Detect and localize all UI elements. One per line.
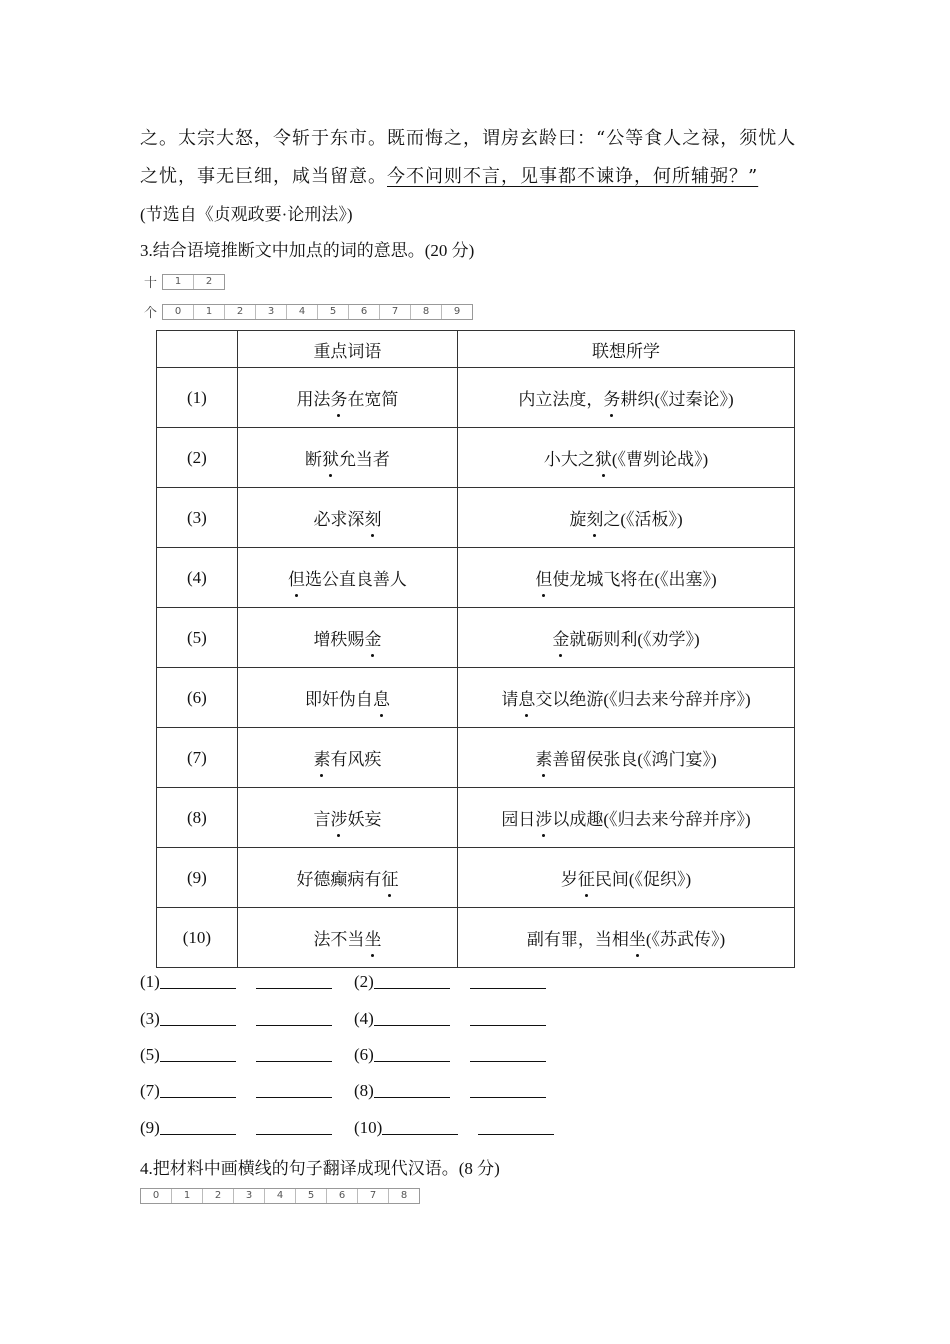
row-number: (8): [157, 788, 238, 848]
score-tens-box[interactable]: 2: [205, 275, 213, 287]
row-number: (7): [157, 728, 238, 788]
score-q4-box[interactable]: 3: [234, 1189, 265, 1203]
cell-text: 善留侯张良(《鸿门宴》): [552, 750, 717, 769]
dotted-character: 息: [372, 690, 390, 709]
table-row: [157, 488, 795, 548]
answer-number: (4): [354, 1009, 374, 1028]
related-cell: [458, 548, 795, 608]
key-word-cell: [237, 728, 457, 788]
row-number: (2): [157, 428, 238, 488]
answer-blank[interactable]: [478, 1118, 554, 1135]
key-word-cell: [237, 488, 457, 548]
score-ones-box[interactable]: 5: [318, 305, 349, 319]
cell-text: 在宽简: [347, 390, 399, 409]
answer-blank[interactable]: [256, 1118, 332, 1135]
vocabulary-table: [156, 330, 795, 968]
cell-text: 法不当: [313, 930, 365, 949]
answer-line: [140, 972, 374, 992]
dotted-character: 金: [552, 630, 570, 649]
cell-text: 副有罪，当相: [526, 930, 629, 949]
answer-blank[interactable]: [256, 1009, 332, 1026]
dotted-character: 但: [535, 570, 553, 589]
row-number: (6): [157, 668, 238, 728]
table-row: [157, 548, 795, 608]
key-word-cell: [237, 848, 457, 908]
cell-text: 增秩赐: [313, 630, 365, 649]
header-cell-related: 联想所学: [458, 331, 795, 368]
score-q4-box[interactable]: 1: [172, 1189, 203, 1203]
row-number: (10): [157, 908, 238, 968]
score-ones-label: 个: [144, 306, 158, 321]
table-row: [157, 908, 795, 968]
answer-blank[interactable]: [470, 1009, 546, 1026]
cell-text: 就砺则利(《劝学》): [569, 630, 700, 649]
answer-blank[interactable]: [160, 1118, 236, 1135]
cell-text: 言: [313, 810, 331, 829]
score-ones-box[interactable]: 7: [380, 305, 411, 319]
answer-blank[interactable]: [256, 1045, 332, 1062]
header-cell-key-words: 重点词语: [237, 331, 457, 368]
dotted-character: 狱: [594, 450, 612, 469]
answer-blank[interactable]: [160, 972, 236, 989]
question-4-title: 4.把材料中画横线的句子翻译成现代汉语。(8 分): [140, 1159, 500, 1178]
score-ones-box[interactable]: 0: [163, 305, 194, 319]
related-cell: [458, 848, 795, 908]
cell-text: 之(《活板》): [603, 510, 683, 529]
answer-blank[interactable]: [374, 972, 450, 989]
answer-blank[interactable]: [374, 1045, 450, 1062]
dotted-character: 务: [330, 390, 348, 409]
score-q4-box[interactable]: 7: [358, 1189, 389, 1203]
answer-blank[interactable]: [160, 1045, 236, 1062]
related-cell: [458, 668, 795, 728]
answer-line: [140, 1118, 383, 1138]
cell-text: 内立法度，: [518, 390, 604, 409]
score-q4-box[interactable]: 5: [296, 1189, 327, 1203]
answer-line: [140, 1045, 374, 1065]
score-ones-box[interactable]: 8: [411, 305, 442, 319]
answer-blank[interactable]: [382, 1118, 458, 1135]
dotted-character: 素: [313, 750, 331, 769]
dotted-character: 素: [535, 750, 553, 769]
row-number: (3): [157, 488, 238, 548]
answer-blank[interactable]: [160, 1081, 236, 1098]
related-cell: [458, 908, 795, 968]
answer-number: (6): [354, 1045, 374, 1064]
score-ones-box[interactable]: 1: [194, 305, 225, 319]
score-ones-box[interactable]: 6: [349, 305, 380, 319]
answer-number: (5): [140, 1045, 160, 1064]
answer-number: (8): [354, 1081, 374, 1100]
answer-number: (10): [354, 1118, 383, 1137]
related-cell: [458, 788, 795, 848]
key-word-cell: [237, 368, 457, 428]
table-row: [157, 608, 795, 668]
answer-number: (7): [140, 1081, 160, 1100]
score-ones-box[interactable]: 3: [256, 305, 287, 319]
cell-text: 使龙城飞将在(《出塞》): [552, 570, 717, 589]
dotted-character: 征: [381, 870, 399, 889]
related-cell: [458, 488, 795, 548]
key-word-cell: [237, 548, 457, 608]
passage-line-1: 之。太宗大怒，令斩于东市。既而悔之，谓房玄龄曰：“公等食人之禄，须忧人: [140, 128, 797, 149]
key-word-cell: [237, 668, 457, 728]
dotted-character: 息: [518, 690, 536, 709]
cell-text: 用法: [296, 390, 331, 409]
passage-text: 之忧，事无巨细，咸当留意。: [140, 166, 387, 187]
row-number: (4): [157, 548, 238, 608]
score-q4-box[interactable]: 0: [141, 1189, 172, 1203]
cell-text: 请: [501, 690, 519, 709]
answer-blank[interactable]: [160, 1009, 236, 1026]
dotted-character: 坐: [628, 930, 646, 949]
cell-text: 耕织(《过秦论》): [620, 390, 734, 409]
answer-blank[interactable]: [470, 1081, 546, 1098]
answer-blank[interactable]: [470, 1045, 546, 1062]
cell-text: 旋: [569, 510, 587, 529]
answer-blank[interactable]: [374, 1081, 450, 1098]
cell-text: 选公直良善人: [304, 570, 407, 589]
score-q4-box[interactable]: 2: [203, 1189, 234, 1203]
answer-line: [140, 1009, 374, 1029]
key-word-cell: [237, 788, 457, 848]
related-cell: [458, 368, 795, 428]
dotted-character: 刻: [364, 510, 382, 529]
answer-number: (2): [354, 972, 374, 991]
score-ones-boxes: [144, 302, 473, 321]
score-ones-box[interactable]: 2: [225, 305, 256, 319]
dotted-character: 狱: [321, 450, 339, 469]
cell-text: 有风疾: [330, 750, 382, 769]
cell-text: 妖妄: [347, 810, 382, 829]
row-number: (1): [157, 368, 238, 428]
cell-text: 允当者: [338, 450, 390, 469]
passage-line-2: [140, 162, 830, 188]
cell-text: 以成趣(《归去来兮辞并序》): [552, 810, 751, 829]
dotted-character: 务: [603, 390, 621, 409]
key-word-cell: [237, 608, 457, 668]
cell-text: 好德癫病有: [296, 870, 382, 889]
cell-text: 交以绝游(《归去来兮辞并序》): [535, 690, 751, 709]
passage-source: (节选自《贞观政要·论刑法》): [140, 205, 353, 224]
score-tens-boxes: [144, 272, 225, 291]
header-cell-number: [157, 331, 238, 368]
answer-blank[interactable]: [470, 972, 546, 989]
table-header-row: [157, 331, 795, 368]
cell-text: 岁: [560, 870, 578, 889]
cell-text: 小大之: [543, 450, 595, 469]
table-row: [157, 368, 795, 428]
key-word-cell: [237, 908, 457, 968]
key-word-cell: [237, 428, 457, 488]
answer-blank[interactable]: [374, 1009, 450, 1026]
cell-text: (《曹刿论战》): [611, 450, 709, 469]
score-q4-boxes: [140, 1188, 420, 1204]
score-tens-box[interactable]: 1: [163, 275, 194, 289]
cell-text: 断: [304, 450, 322, 469]
table-row: [157, 428, 795, 488]
cell-text: 园日: [501, 810, 536, 829]
score-q4-box[interactable]: 4: [265, 1189, 296, 1203]
dotted-character: 但: [287, 570, 305, 589]
answer-number: (9): [140, 1118, 160, 1137]
related-cell: [458, 428, 795, 488]
question-3-title: 3.结合语境推断文中加点的词的意思。(20 分): [140, 241, 475, 260]
related-cell: [458, 728, 795, 788]
score-q4-box[interactable]: 6: [327, 1189, 358, 1203]
dotted-character: 坐: [364, 930, 382, 949]
answer-blank[interactable]: [256, 972, 332, 989]
dotted-character: 征: [577, 870, 595, 889]
underlined-sentence: 今不问则不言，见事都不谏诤，何所辅弼？”: [387, 166, 759, 187]
answer-blank[interactable]: [256, 1081, 332, 1098]
dotted-character: 金: [364, 630, 382, 649]
table-row: [157, 668, 795, 728]
row-number: (9): [157, 848, 238, 908]
related-cell: [458, 608, 795, 668]
cell-text: 必求深: [313, 510, 365, 529]
score-tens-label: 十: [144, 276, 158, 291]
table-row: [157, 848, 795, 908]
table-row: [157, 728, 795, 788]
dotted-character: 刻: [586, 510, 604, 529]
answer-line: [140, 1081, 374, 1101]
table-row: [157, 788, 795, 848]
score-ones-box[interactable]: 4: [287, 305, 318, 319]
answer-number: (1): [140, 972, 160, 991]
dotted-character: 涉: [330, 810, 348, 829]
dotted-character: 涉: [535, 810, 553, 829]
score-q4-box[interactable]: 8: [400, 1190, 408, 1201]
cell-text: 民间(《促织》): [594, 870, 692, 889]
row-number: (5): [157, 608, 238, 668]
answer-number: (3): [140, 1009, 160, 1028]
score-ones-box[interactable]: 9: [453, 305, 461, 317]
cell-text: 即奸伪自: [304, 690, 373, 709]
cell-text: (《苏武传》): [645, 930, 726, 949]
